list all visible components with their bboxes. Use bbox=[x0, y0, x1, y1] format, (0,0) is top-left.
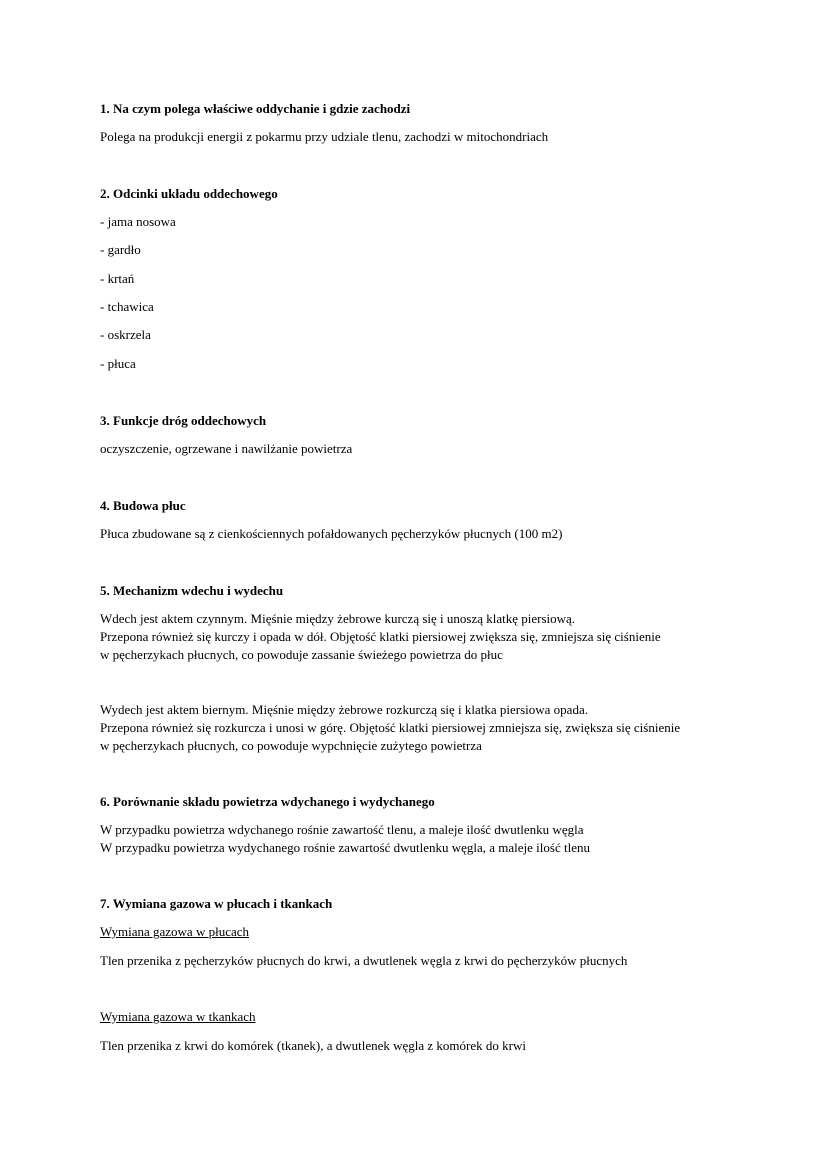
section-1-heading: 1. Na czym polega właściwe oddychanie i gdzie zachodzi bbox=[100, 101, 411, 116]
inhale-line-3: w pęcherzykach płucnych, co powoduje zassanie świeżego powietrza do płuc bbox=[100, 647, 503, 662]
section-6-heading: 6. Porównanie składu powietrza wdychanego i wydychanego bbox=[100, 794, 435, 809]
exhale-line-3: w pęcherzykach płucnych, co powoduje wypchnięcie zużytego powietrza bbox=[100, 738, 482, 753]
section-3-text: oczyszczenie, ogrzewane i nawilżanie powietrza bbox=[100, 441, 353, 456]
section-7-heading: 7. Wymiana gazowa w płucach i tkankach bbox=[100, 896, 333, 911]
list-item: - jama nosowa bbox=[100, 214, 176, 229]
section-4-text: Płuca zbudowane są z cienkościennych pofałdowanych pęcherzyków płucnych (100 m2) bbox=[100, 526, 563, 541]
section-2-heading: 2. Odcinki układu oddechowego bbox=[100, 186, 278, 201]
list-item: - gardło bbox=[100, 242, 141, 257]
section-1-text: Polega na produkcji energii z pokarmu przy udziale tlenu, zachodzi w mitochondriach bbox=[100, 129, 549, 144]
list-item: - płuca bbox=[100, 356, 136, 371]
inhale-line-2: Przepona również się kurczy i opada w dół. Objętość klatki piersiowej zwiększa się, zmniejsza się ciśnienie bbox=[100, 629, 661, 644]
list-item: - krtań bbox=[100, 271, 135, 286]
exhale-line-1: Wydech jest aktem biernym. Mięśnie między żebrowe rozkurczą się i klatka piersiowa opada. bbox=[100, 702, 588, 717]
section-6-line-1: W przypadku powietrza wdychanego rośnie zawartość tlenu, a maleje ilość dwutlenku węgla bbox=[100, 822, 584, 837]
subsection-tissues-title: Wymiana gazowa w tkankach bbox=[100, 1009, 256, 1024]
subsection-lungs-title: Wymiana gazowa w płucach bbox=[100, 924, 250, 939]
section-4-heading: 4. Budowa płuc bbox=[100, 498, 186, 513]
section-3-heading: 3. Funkcje dróg oddechowych bbox=[100, 413, 267, 428]
exhale-line-2: Przepona również się rozkurcza i unosi w górę. Objętość klatki piersiowej zmniejsza się, zwiększa się ciśnienie bbox=[100, 720, 681, 735]
list-item: - tchawica bbox=[100, 299, 154, 314]
subsection-lungs-text: Tlen przenika z pęcherzyków płucnych do krwi, a dwutlenek węgla z krwi do pęcherzyków płucnych bbox=[100, 953, 628, 968]
list-item: - oskrzela bbox=[100, 327, 151, 342]
subsection-tissues-text: Tlen przenika z krwi do komórek (tkanek), a dwutlenek węgla z komórek do krwi bbox=[100, 1038, 526, 1053]
section-5-heading: 5. Mechanizm wdechu i wydechu bbox=[100, 583, 284, 598]
inhale-line-1: Wdech jest aktem czynnym. Mięśnie między żebrowe kurczą się i unoszą klatkę piersiową. bbox=[100, 611, 576, 626]
section-6-line-2: W przypadku powietrza wydychanego rośnie zawartość dwutlenku węgla, a maleje ilość tlenu bbox=[100, 840, 590, 855]
